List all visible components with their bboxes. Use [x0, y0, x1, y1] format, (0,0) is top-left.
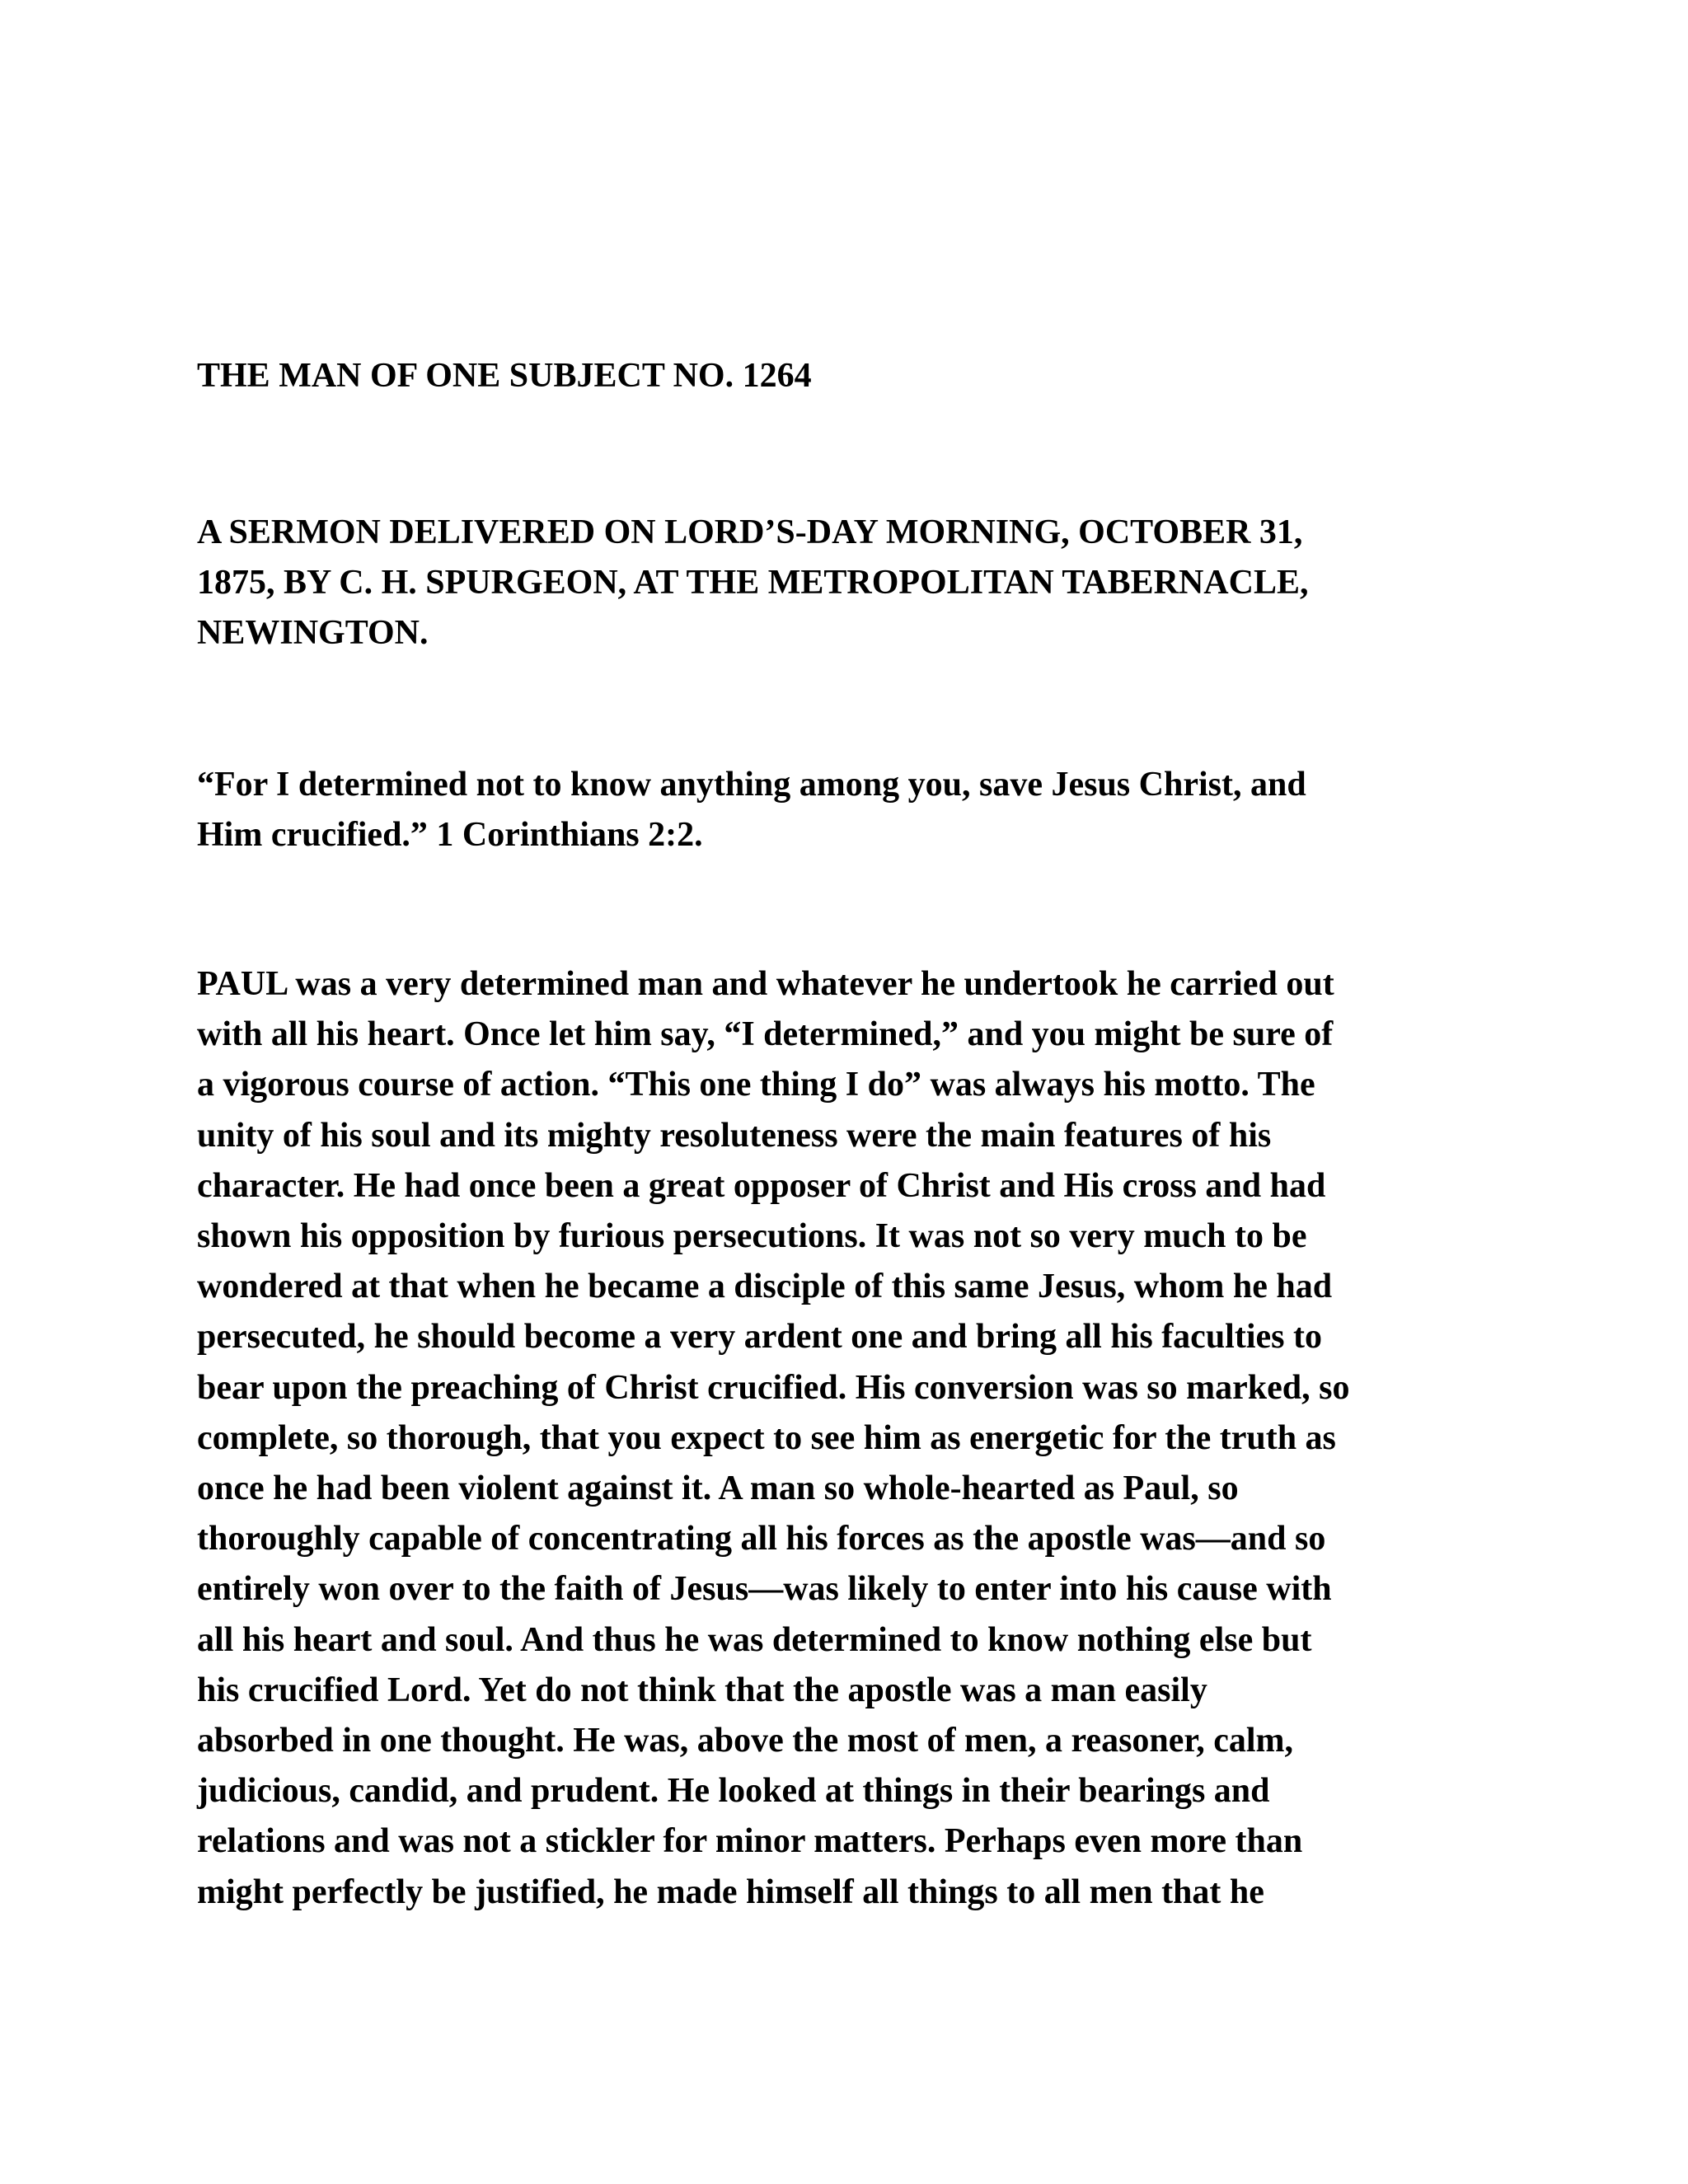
body-line: PAUL was a very determined man and whatever he undertook he carried out [197, 965, 1334, 1003]
sermon-subtitle [197, 508, 1483, 658]
body-line: bear upon the preaching of Christ crucified. His conversion was so marked, so [197, 1368, 1350, 1407]
body-line: character. He had once been a great opposer of Christ and His cross and had [197, 1166, 1326, 1205]
epigraph-line: “For I determined not to know anything among you, save Jesus Christ, and [197, 766, 1306, 804]
body-line: absorbed in one thought. He was, above the most of men, a reasoner, calm, [197, 1722, 1293, 1760]
body-line: wondered at that when he became a disciple of this same Jesus, whom he had [197, 1268, 1333, 1306]
body-line: his crucified Lord. Yet do not think that the apostle was a man easily [197, 1671, 1207, 1709]
scripture-epigraph [197, 760, 1483, 860]
body-line: thoroughly capable of concentrating all his forces as the apostle was—and so [197, 1520, 1326, 1558]
body-line: unity of his soul and its mighty resoluteness were the main features of his [197, 1116, 1272, 1155]
body-line: once he had been violent against it. A man so whole-hearted as Paul, so [197, 1469, 1239, 1508]
epigraph-line: Him crucified.” 1 Corinthians 2:2. [197, 816, 703, 854]
body-line: complete, so thorough, that you expect to see him as energetic for the truth as [197, 1418, 1336, 1457]
title-text: THE MAN OF ONE SUBJECT NO. 1264 [197, 357, 812, 395]
body-line: might perfectly be justified, he made himself all things to all men that he [197, 1872, 1264, 1911]
body-line: relations and was not a stickler for minor matters. Perhaps even more than [197, 1822, 1303, 1861]
body-line: judicious, candid, and prudent. He looked at things in their bearings and [197, 1772, 1270, 1811]
subtitle-line: 1875, BY C. H. SPURGEON, AT THE METROPOLITAN TABERNACLE, [197, 564, 1309, 602]
subtitle-line: A SERMON DELIVERED ON LORD’S-DAY MORNING, OCTOBER 31, [197, 513, 1303, 551]
subtitle-line: NEWINGTON. [197, 614, 429, 652]
sermon-title [197, 354, 1483, 397]
body-line: a vigorous course of action. “This one thing I do” was always his motto. The [197, 1066, 1315, 1104]
body-line: entirely won over to the faith of Jesus—was likely to enter into his cause with [197, 1570, 1332, 1609]
body-line: persecuted, he should become a very ardent one and bring all his faculties to [197, 1318, 1322, 1357]
sermon-body [197, 959, 1483, 1918]
body-line: all his heart and soul. And thus he was determined to know nothing else but [197, 1620, 1312, 1659]
body-line: shown his opposition by furious persecutions. It was not so very much to be [197, 1217, 1307, 1256]
body-line: with all his heart. Once let him say, “I determined,” and you might be sure of [197, 1015, 1334, 1054]
